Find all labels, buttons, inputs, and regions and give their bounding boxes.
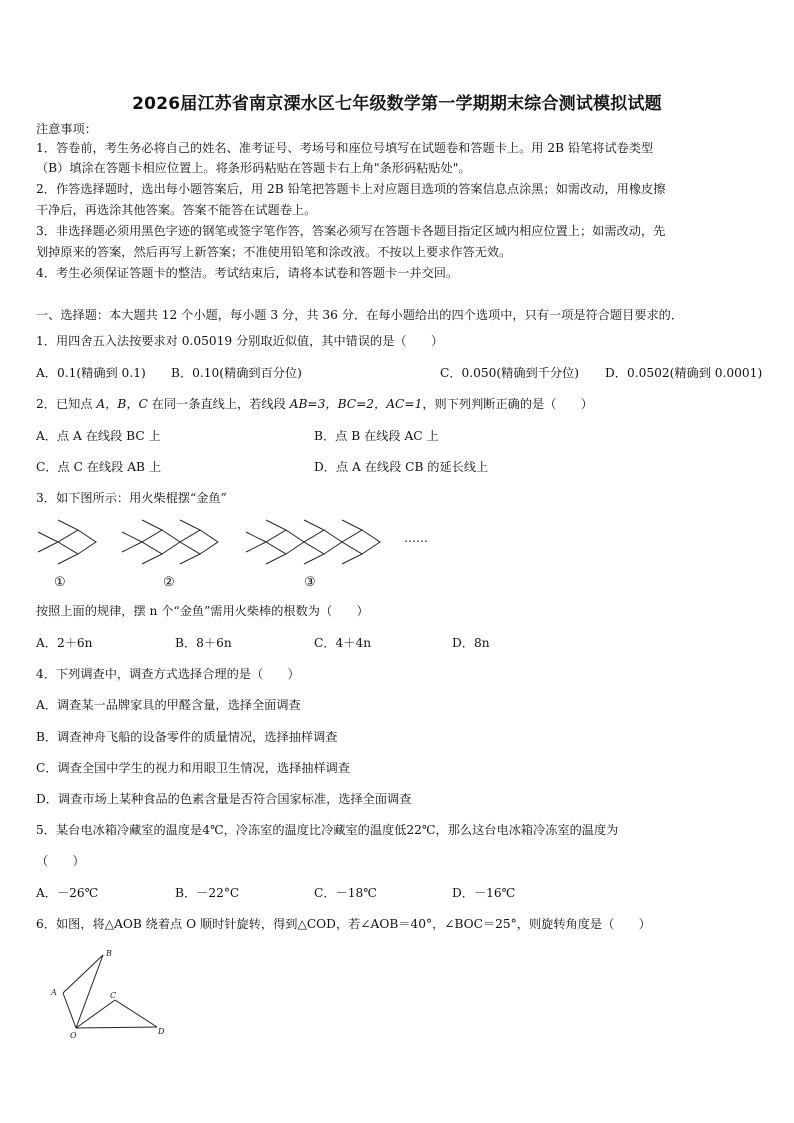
question-5-paren: （ ） [36,854,85,868]
q5-option-b: B．－22°C [175,886,240,900]
question-5-stem: 5．某台电冰箱冷藏室的温度是4℃，冷冻室的温度比冷藏室的温度低22℃，那么这台电冰箱冷冻室的温度为 [36,823,619,837]
q1-option-b: B．0.10(精确到百分位) [171,366,302,380]
fish-3 [246,520,380,564]
q2-stem-vars: A，B，C [96,397,148,411]
notice-line: 3．非选择题必须用黑色字迹的钢笔或签字笔作答，答案必须写在答题卡各题目指定区域内相应位置上；如需改动，先 [36,224,666,238]
figure-label-1: ① [54,575,66,590]
question-1-stem: 1．用四舍五入法按要求对 0.05019 分别取近似值，其中错误的是（ ） [36,334,444,348]
question-4-stem: 4．下列调查中，调查方式选择合理的是（ ） [36,667,300,681]
fish-1 [38,520,96,564]
question-6-stem: 6．如图，将△AOB 绕着点 O 顺时针旋转，得到△COD，若∠AOB＝40°，∠BOC＝25°，则旋转角度是（ ） [36,917,651,931]
q2-option-c: C．点 C 在线段 AB 上 [36,460,162,474]
segment-oa [63,993,76,1028]
q3-option-b: B．8＋6n [175,636,232,650]
goldfish-figure [0,512,420,572]
q2-option-a: A．点 A 在线段 BC 上 [36,429,161,443]
point-label-o: O [70,1031,77,1040]
q4-option-a: A．调查某一品牌家具的甲醛含量，选择全面调查 [36,698,301,712]
exam-title: 2026届江苏省南京溧水区七年级数学第一学期期末综合测试模拟试题 [132,94,662,114]
segment-od [76,1027,157,1028]
q2-stem-seg: AB=3，BC=2，AC=1 [289,397,423,411]
q2-option-b: B．点 B 在线段 AC 上 [314,429,439,443]
figure-label-2: ② [163,575,175,590]
rotation-figure [40,945,180,1045]
question-3-stem: 3．如下图所示：用火柴棍摆“金鱼” [36,491,227,505]
section-heading: 一、选择题：本大题共 12 个小题，每小题 3 分，共 36 分．在每小题给出的四个选项中，只有一项是符合题目要求的． [36,308,684,322]
q4-option-d: D．调查市场上某种食品的色素含量是否符合国家标准，选择全面调查 [36,792,412,806]
notice-line: 1．答卷前，考生务必将自己的姓名、准考证号、考场号和座位号填写在试题卷和答题卡上。用 2B 铅笔将试卷类型 [36,141,654,155]
segment-ab [63,955,103,993]
q3-option-d: D．8n [452,636,490,650]
q2-stem-pre: 2．已知点 [36,397,97,411]
notice-line: 划掉原来的答案，然后再写上新答案；不准使用铅笔和涂改液。不按以上要求作答无效。 [36,245,512,259]
figure-ellipsis: …… [404,531,428,545]
segment-oc [76,1000,115,1028]
figure-label-3: ③ [304,575,316,590]
notice-line: 2．作答选择题时，选出每小题答案后，用 2B 铅笔把答题卡上对应题目选项的答案信息点涂黑；如需改动，用橡皮擦 [36,182,666,196]
q5-option-a: A．－26℃ [36,886,99,900]
question-2-stem [36,396,593,412]
q5-option-d: D．－16℃ [452,886,516,900]
fish-2 [122,520,218,564]
point-label-c: C [110,991,117,1000]
q3-option-c: C．4＋4n [314,636,372,650]
q5-option-c: C．－18℃ [314,886,377,900]
q2-option-d: D．点 A 在线段 CB 的延长线上 [314,460,489,474]
notice-line: 干净后，再选涂其他答案。答案不能答在试题卷上。 [36,203,317,217]
q1-option-c: C．0.050(精确到千分位) [440,366,580,380]
q4-option-b: B．调查神舟飞船的设备零件的质量情况，选择抽样调查 [36,730,338,744]
point-label-d: D [158,1027,165,1036]
segment-ob [76,955,103,1028]
q1-option-a: A．0.1(精确到 0.1) [36,366,146,380]
point-label-a: A [51,988,57,997]
segment-cd [115,1000,157,1027]
point-label-b: B [106,949,112,958]
q2-stem-mid: 在同一条直线上，若线段 [147,397,290,411]
notice-line: （B）填涂在答题卡相应位置上。将条形码粘贴在答题卡右上角"条形码粘贴处"。 [36,161,471,175]
notice-line: 4．考生必须保证答题卡的整洁。考试结束后，请将本试卷和答题卡一并交回。 [36,266,459,280]
q1-option-d: D．0.0502(精确到 0.0001) [605,366,763,380]
notice-heading: 注意事项： [36,122,97,136]
q2-stem-post: ，则下列判断正确的是（ ） [422,397,593,411]
q4-option-c: C．调查全国中学生的视力和用眼卫生情况，选择抽样调查 [36,761,351,775]
q3-option-a: A．2＋6n [36,636,93,650]
question-3-prompt: 按照上面的规律，摆 n 个“金鱼”需用火柴棒的根数为（ ） [36,604,369,618]
